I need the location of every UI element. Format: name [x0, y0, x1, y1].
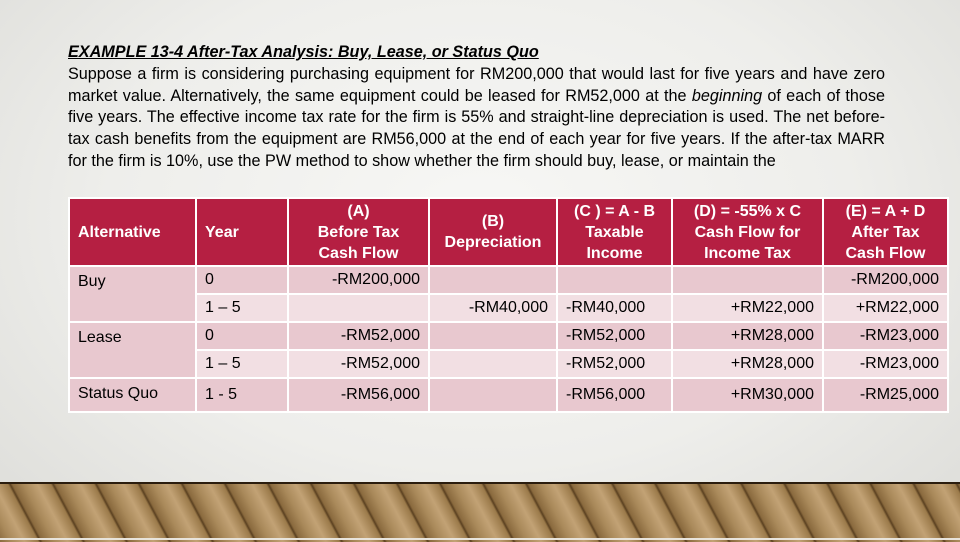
value-cell: +RM22,000 [672, 294, 823, 322]
paragraph-text: of each of those five years. The effective income tax rate for the firm is 55% and straight-line depreciation is used. The net before-tax cash benefits from the equipment are RM56,000 at the end of each year for five years. If the after-tax MARR for the firm is 10%, use the PW method to show whether the firm should buy, lease, or maintain the [68, 86, 885, 170]
value-cell [429, 322, 557, 350]
paragraph-italic: beginning [691, 86, 763, 105]
column-header [823, 198, 948, 266]
value-cell: -RM40,000 [429, 294, 557, 322]
year-cell: 1 - 5 [196, 378, 288, 412]
alternative-cell: Buy [69, 266, 196, 322]
problem-paragraph [68, 64, 885, 173]
value-cell: +RM30,000 [672, 378, 823, 412]
alternative-cell: Status Quo [69, 378, 196, 412]
value-cell: +RM28,000 [672, 322, 823, 350]
value-cell: -RM25,000 [823, 378, 948, 412]
year-cell: 1 – 5 [196, 294, 288, 322]
year-cell: 0 [196, 266, 288, 294]
value-cell [429, 266, 557, 294]
column-header-line: (C ) = A - B [573, 202, 656, 220]
value-cell: -RM52,000 [557, 322, 672, 350]
column-header [288, 198, 429, 266]
table-row [69, 294, 948, 322]
column-header-line: (A) [347, 202, 370, 220]
year-cell: 1 – 5 [196, 350, 288, 378]
value-cell [557, 266, 672, 294]
column-header-line: Before Tax [317, 223, 400, 241]
column-header-line: Cash Flow [845, 244, 926, 262]
column-header-line: (B) [481, 213, 505, 230]
column-header [196, 198, 288, 266]
value-cell [429, 378, 557, 412]
column-header-line: (E) = A + D [845, 202, 926, 220]
table-row [69, 322, 948, 350]
column-header [672, 198, 823, 266]
column-header-line: (D) = -55% x C [693, 202, 802, 220]
value-cell: -RM200,000 [288, 266, 429, 294]
value-cell: -RM56,000 [288, 378, 429, 412]
column-header-line: Income [586, 244, 643, 262]
value-cell: -RM23,000 [823, 350, 948, 378]
problem-statement [68, 42, 885, 173]
column-header-line: Cash Flow for [694, 223, 801, 241]
paragraph-text: Suppose a firm is considering purchasing equipment for RM200,000 that would last for five years and have zero market value. Alternatively, the same equipment could be leased for RM52,000 at the [68, 64, 885, 105]
value-cell: -RM56,000 [557, 378, 672, 412]
value-cell: -RM52,000 [288, 322, 429, 350]
column-header-line: After Tax [851, 223, 920, 241]
after-tax-analysis-table [68, 197, 949, 413]
value-cell: +RM28,000 [672, 350, 823, 378]
value-cell [288, 294, 429, 322]
example-title: EXAMPLE 13-4 After-Tax Analysis: Buy, Lease, or Status Quo [68, 43, 539, 61]
value-cell [429, 350, 557, 378]
table-row [69, 350, 948, 378]
column-header-line: Depreciation [444, 234, 542, 251]
column-header-line: Income Tax [704, 244, 791, 262]
value-cell: -RM40,000 [557, 294, 672, 322]
column-header-line: Alternative [78, 223, 161, 241]
value-cell: -RM23,000 [823, 322, 948, 350]
value-cell: -RM52,000 [557, 350, 672, 378]
alternative-cell: Lease [69, 322, 196, 378]
table-row [69, 266, 948, 294]
table-row [69, 378, 948, 412]
column-header-line: Cash Flow [318, 244, 399, 262]
value-cell: -RM200,000 [823, 266, 948, 294]
column-header-line: Year [205, 223, 239, 241]
column-header [557, 198, 672, 266]
value-cell: -RM52,000 [288, 350, 429, 378]
table-header-row [69, 198, 948, 266]
value-cell: +RM22,000 [823, 294, 948, 322]
wood-floor-decoration [0, 482, 960, 542]
column-header [69, 198, 196, 266]
year-cell: 0 [196, 322, 288, 350]
column-header [429, 198, 557, 266]
column-header-line: Taxable [585, 223, 644, 241]
value-cell [672, 266, 823, 294]
